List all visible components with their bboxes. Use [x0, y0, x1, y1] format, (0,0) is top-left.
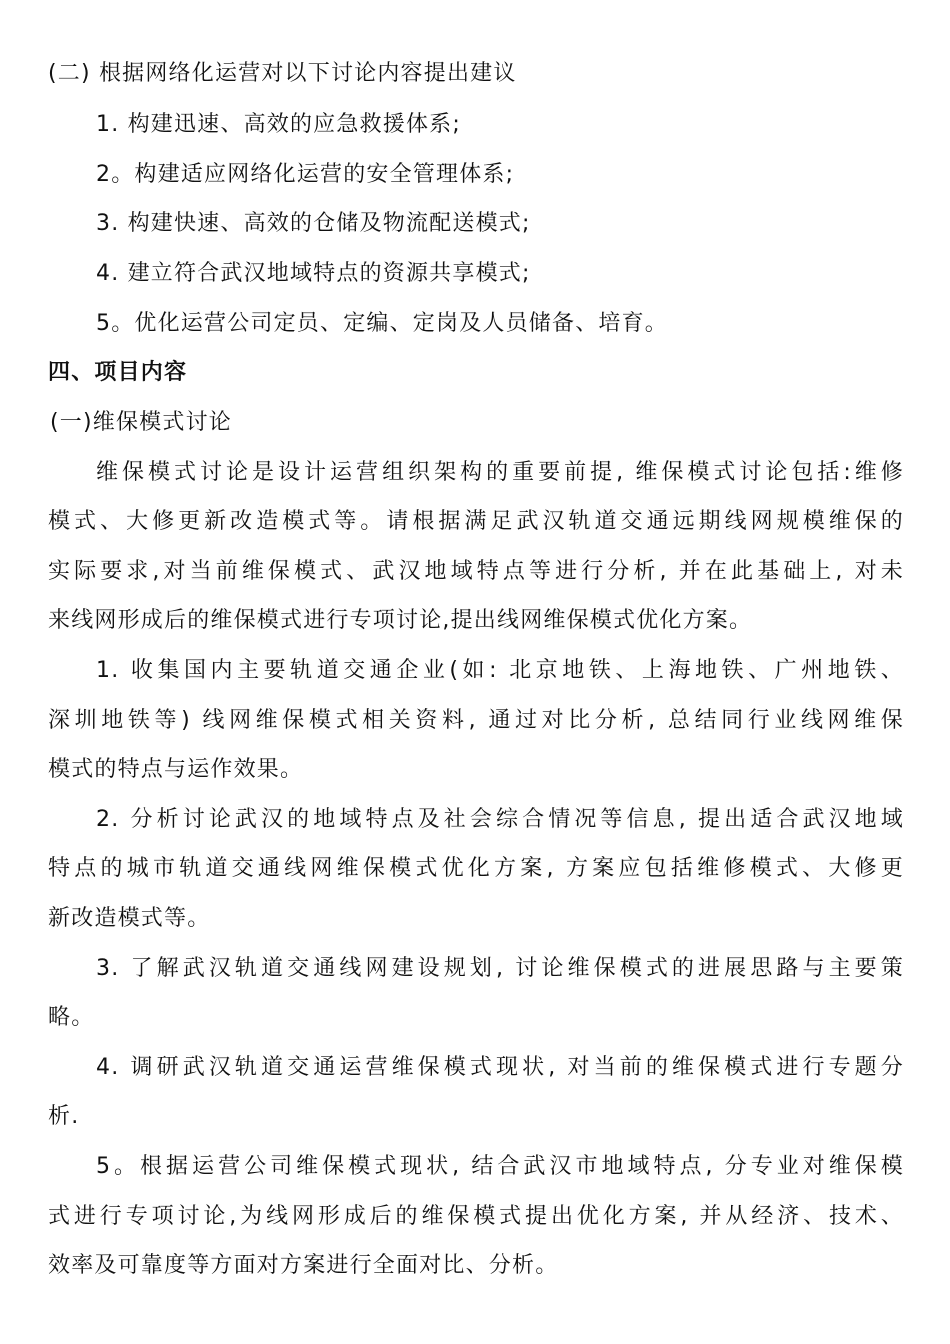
subsection-one-heading: (一)维保模式讨论	[50, 410, 232, 435]
suggestion-item: 4. 建立符合武汉地域特点的资源共享模式;	[96, 261, 531, 286]
paragraph-line: 模式、大修更新改造模式等。请根据满足武汉轨道交通远期线网规模维保的	[48, 509, 904, 534]
suggestion-item: 5。优化运营公司定员、定编、定岗及人员储备、培育。	[96, 311, 668, 336]
paragraph-line: 析.	[48, 1104, 80, 1129]
suggestion-item: 3. 构建快速、高效的仓储及物流配送模式;	[96, 211, 531, 236]
paragraph-line: 略。	[48, 1005, 95, 1030]
paragraph-line: 4. 调研武汉轨道交通运营维保模式现状, 对当前的维保模式进行专题分	[96, 1055, 904, 1080]
paragraph-line: 2. 分析讨论武汉的地域特点及社会综合情况等信息, 提出适合武汉地域	[96, 807, 904, 832]
suggestion-item: 2。构建适应网络化运营的安全管理体系;	[96, 162, 515, 187]
paragraph-line: 维保模式讨论是设计运营组织架构的重要前提, 维保模式讨论包括:维修	[96, 460, 904, 485]
paragraph-line: 1. 收集国内主要轨道交通企业(如: 北京地铁、上海地铁、广州地铁、	[96, 658, 904, 683]
paragraph-line: 特点的城市轨道交通线网维保模式优化方案, 方案应包括维修模式、大修更	[48, 856, 904, 881]
paragraph-line: 式进行专项讨论,为线网形成后的维保模式提出优化方案, 并从经济、技术、	[48, 1204, 904, 1229]
paragraph-line: 3. 了解武汉轨道交通线网建设规划, 讨论维保模式的进展思路与主要策	[96, 956, 904, 981]
paragraph-line: 模式的特点与运作效果。	[48, 757, 304, 782]
paragraph-line: 深圳地铁等) 线网维保模式相关资料, 通过对比分析, 总结同行业线网维保	[48, 708, 904, 733]
paragraph-line: 实际要求,对当前维保模式、武汉地域特点等进行分析, 并在此基础上, 对未	[48, 559, 904, 584]
paragraph-line: 新改造模式等。	[48, 906, 211, 931]
section-four-heading: 四、项目内容	[48, 360, 188, 385]
paragraph-line: 效率及可靠度等方面对方案进行全面对比、分析。	[48, 1253, 559, 1278]
suggestion-item: 1. 构建迅速、高效的应急救援体系;	[96, 112, 461, 137]
paragraph-line: 来线网形成后的维保模式进行专项讨论,提出线网维保模式优化方案。	[48, 608, 753, 633]
section-two-heading: (二) 根据网络化运营对以下讨论内容提出建议	[48, 61, 517, 86]
paragraph-line: 5。根据运营公司维保模式现状, 结合武汉市地域特点, 分专业对维保模	[96, 1154, 904, 1179]
